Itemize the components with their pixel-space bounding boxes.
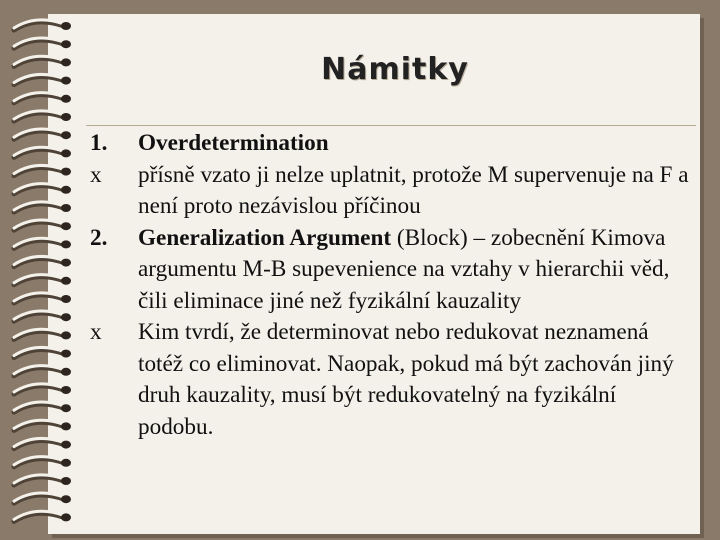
item-marker: 2. — [90, 224, 108, 251]
slide-title: Námitky — [321, 52, 469, 87]
item-marker: x — [90, 319, 102, 345]
item-body: přísně vzato ji nelze uplatnit, protože M supervenuje na F a není proto nezávislou příčinou — [138, 161, 689, 219]
spiral-ring — [14, 111, 71, 121]
spiral-ring — [14, 202, 71, 212]
item-body: Kim tvrdí, že determinovat nebo redukovat neznamená totéž co eliminovat. Naopak, pokud má být zachován jiný druh kauzality, musí být redukovatelný na fyzikální podobu. — [138, 319, 674, 440]
spiral-ring — [14, 457, 71, 467]
spiral-ring — [14, 129, 71, 139]
spiral-ring — [14, 56, 71, 66]
spiral-ring — [14, 147, 71, 157]
item-text — [138, 128, 690, 160]
spiral-ring — [14, 347, 71, 357]
item-text — [138, 160, 690, 223]
spiral-ring — [14, 74, 71, 84]
spiral-ring — [14, 475, 71, 485]
spiral-ring — [14, 220, 71, 230]
item-text — [138, 223, 690, 318]
spiral-ring — [14, 438, 71, 448]
spiral-ring — [14, 165, 71, 175]
spiral-ring — [14, 93, 71, 103]
bullet-list — [90, 128, 690, 443]
item-body: (Block) – zobecnění Kimova argumentu M-B supevenience na vztahy v hierarchii věd, čili eliminace jiné než fyzikální kauzality — [138, 224, 670, 314]
spiral-ring — [14, 366, 71, 376]
spiral-ring — [14, 402, 71, 412]
spiral-ring — [14, 384, 71, 394]
spiral-ring — [14, 329, 71, 339]
item-heading: Generalization Argument — [138, 224, 392, 251]
list-item — [90, 223, 690, 318]
spiral-ring — [14, 311, 71, 321]
spiral-ring — [14, 420, 71, 430]
item-marker: x — [90, 161, 102, 188]
spiral-ring — [14, 493, 71, 503]
spiral-ring — [14, 256, 71, 266]
item-heading: Overdetermination — [138, 130, 329, 156]
item-marker: 1. — [90, 130, 108, 156]
spiral-ring — [14, 38, 71, 48]
spiral-ring — [14, 20, 71, 30]
spiral-ring — [14, 238, 71, 248]
spiral-ring — [14, 293, 71, 303]
spiral-ring — [14, 184, 71, 194]
list-item — [90, 128, 690, 160]
list-item — [90, 317, 690, 443]
spiral-binding-icon — [6, 14, 86, 534]
item-text — [138, 317, 690, 443]
spiral-ring — [14, 275, 71, 285]
list-item — [90, 160, 690, 223]
title-divider — [86, 125, 696, 126]
spiral-ring — [14, 511, 71, 521]
